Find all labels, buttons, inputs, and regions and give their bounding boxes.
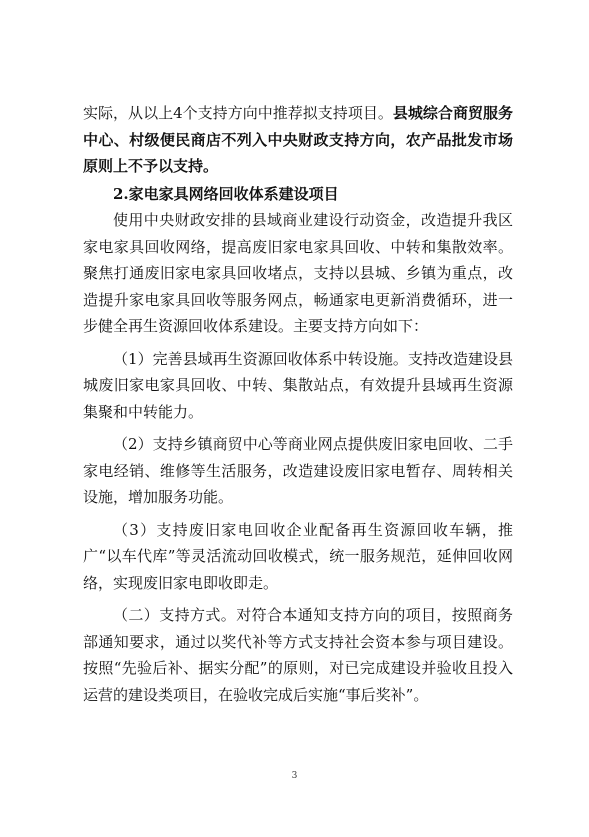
paragraph-support-method: （二）支持方式。对符合本通知支持方向的项目，按照商务部通知要求，通过以奖代补等方式支持社会资本参与项目建设。按照“先验后补、据实分配”的原则，对已完成建设并验收且投入运营的建设类项目，在验收完成后实施“事后奖补”。	[83, 606, 513, 704]
paragraph-continuation	[83, 100, 513, 180]
list-item-3: （3）支持废旧家电回收企业配备再生资源回收车辆，推广“以车代库”等灵活流动回收模式，统一服务规范，延伸回收网络，实现废旧家电即收即走。	[83, 520, 513, 592]
paragraph-continuation-text: 实际，从以上4个支持方向中推荐拟支持项目。	[83, 104, 393, 122]
document-body	[83, 100, 513, 708]
list-item-1: （1）完善县域再生资源回收体系中转设施。支持改造建设县城废旧家电家具回收、中转、集散站点，有效提升县域再生资源集聚和中转能力。	[83, 349, 513, 421]
page-number: 3	[291, 771, 298, 781]
paragraph-recycling-intro: 使用中央财政安排的县域商业建设行动资金，改造提升我区家电家具回收网络，提高废旧家电家具回收、中转和集散效率。聚焦打通废旧家电家具回收堵点，支持以县城、乡镇为重点，改造提升家电家具回收等服务网点，畅通家电更新消费循环，进一步健全再生资源回收体系建设。主要支持方向如下：	[83, 211, 513, 335]
paragraph-continuation-bold: 县城综合商贸服务中心、村级便民商店不列入中央财政支持方向，农产品批发市场原则上不予以支持。	[83, 104, 513, 175]
section-heading-recycling: 2.家电家具网络回收体系建设项目	[113, 184, 339, 203]
list-item-2: （2）支持乡镇商贸中心等商业网点提供废旧家电回收、二手家电经销、维修等生活服务，改造建设废旧家电暂存、周转相关设施，增加服务功能。	[83, 435, 513, 506]
